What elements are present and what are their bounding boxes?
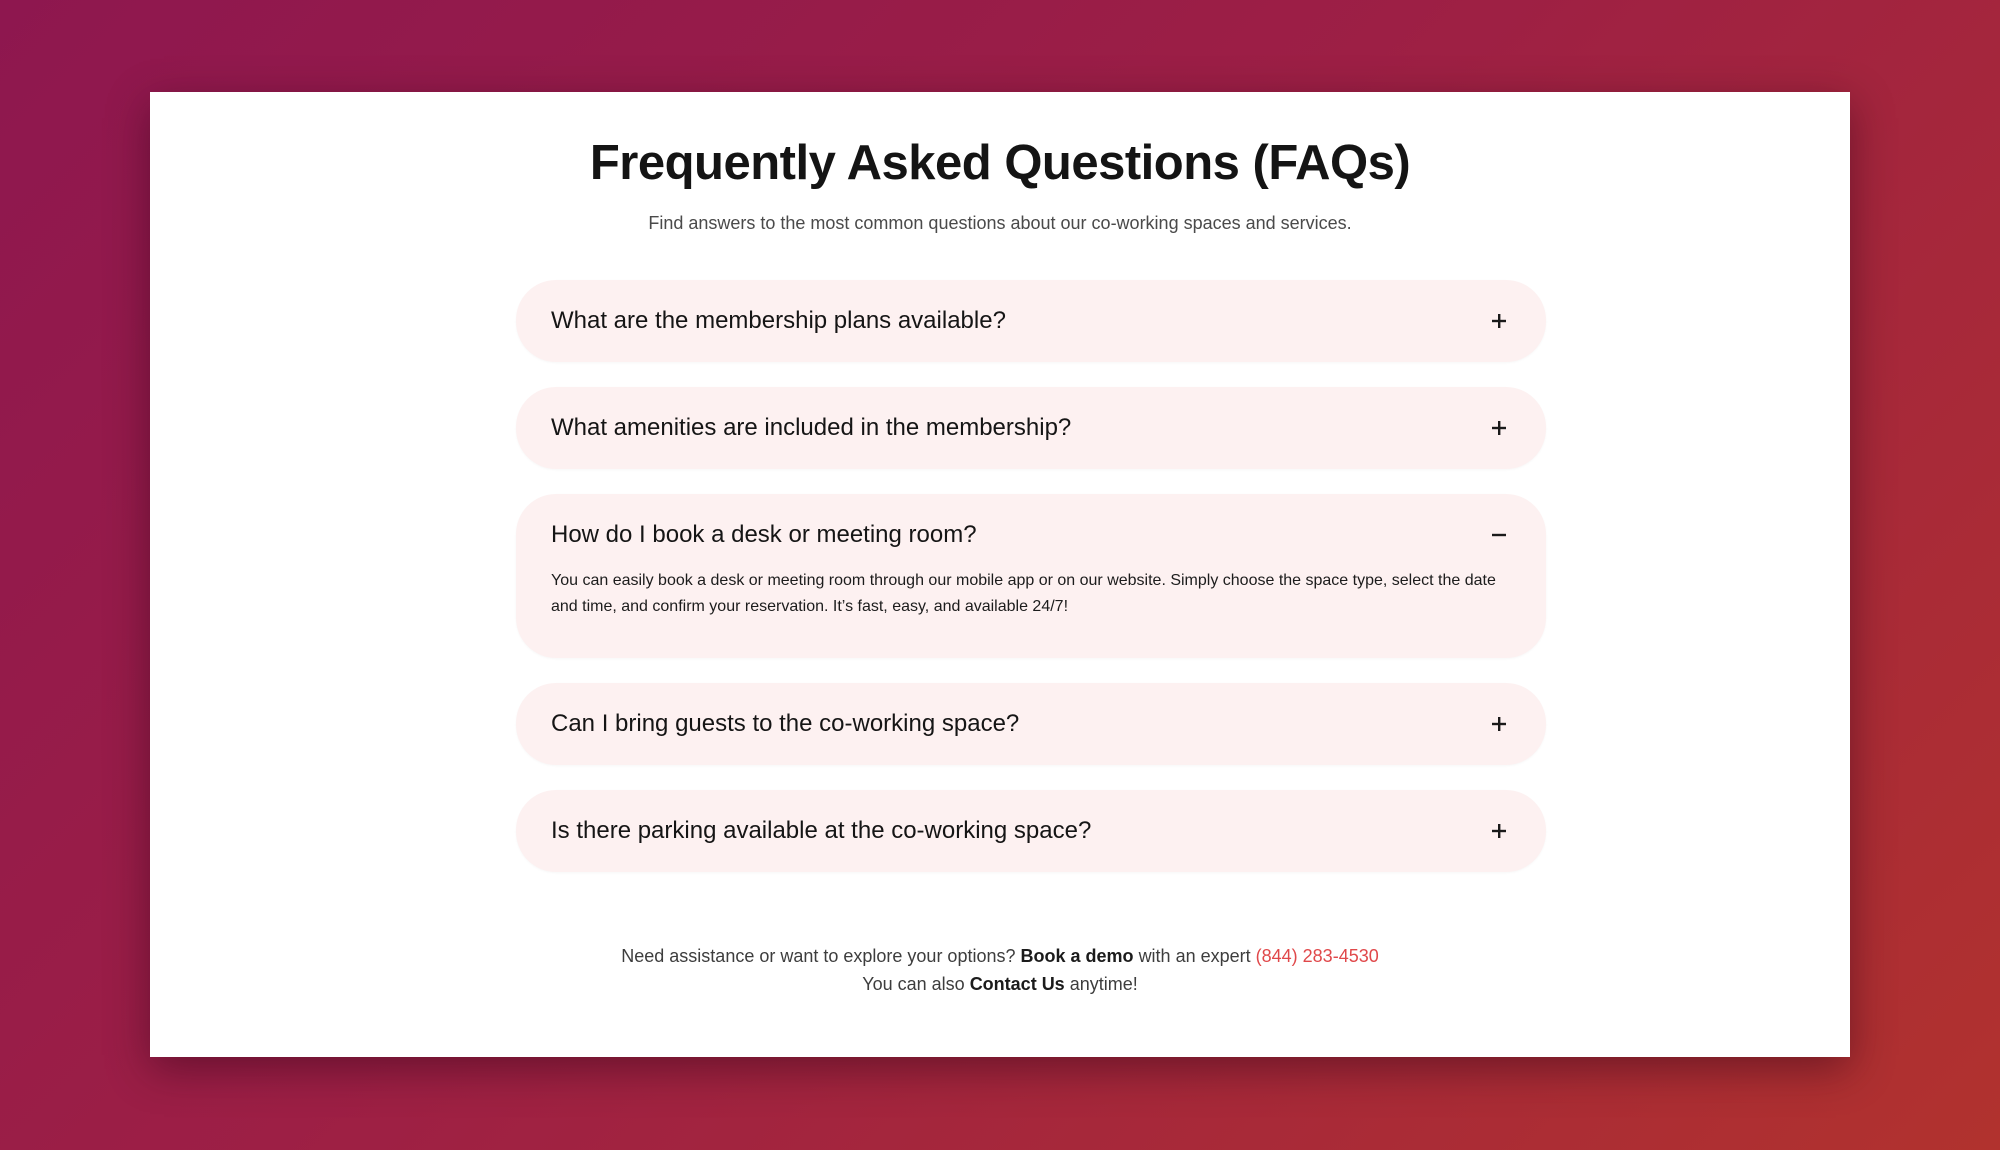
plus-icon[interactable]	[1488, 820, 1510, 842]
footer-text: You can also	[862, 974, 965, 994]
plus-icon[interactable]	[1488, 713, 1510, 735]
faq-header[interactable]	[516, 494, 1546, 576]
plus-icon[interactable]	[1488, 417, 1510, 439]
faq-answer: You can easily book a desk or meeting room through our mobile app or on our website. Simply choose the space type, select the date and time, and confirm your reservation. It’s fast, easy, and available 24/7!	[551, 572, 1496, 615]
phone-link[interactable]: (844) 283-4530	[1255, 946, 1379, 966]
footer-line-2	[150, 970, 1850, 998]
faq-question: Can I bring guests to the co-working space?	[551, 710, 1020, 737]
page-title: Frequently Asked Questions (FAQs)	[589, 136, 1411, 190]
faq-card	[150, 92, 1850, 1057]
plus-icon[interactable]	[1488, 310, 1510, 332]
faq-item-guests	[516, 683, 1546, 765]
book-demo-link[interactable]: Book a demo	[1020, 946, 1134, 966]
footer-line-1	[150, 942, 1850, 970]
faq-header[interactable]	[516, 683, 1546, 765]
faq-item-membership-plans	[516, 280, 1546, 362]
faq-item-amenities	[516, 387, 1546, 469]
footer-help	[150, 942, 1850, 998]
footer-text: Need assistance or want to explore your options?	[621, 946, 1016, 966]
footer-text: anytime!	[1069, 974, 1138, 994]
minus-icon[interactable]	[1488, 524, 1510, 546]
contact-us-link[interactable]: Contact Us	[969, 974, 1065, 994]
footer-text: with an expert	[1138, 946, 1251, 966]
faq-header[interactable]	[516, 387, 1546, 469]
faq-question: Is there parking available at the co-working space?	[551, 817, 1092, 844]
faq-question: What are the membership plans available?	[551, 307, 1006, 334]
page-subtitle: Find answers to the most common questions about our co-working spaces and services.	[648, 213, 1352, 233]
faq-item-parking	[516, 790, 1546, 872]
faq-list	[516, 280, 1546, 897]
faq-question: What amenities are included in the membership?	[551, 414, 1072, 441]
faq-item-booking	[516, 494, 1546, 658]
faq-question: How do I book a desk or meeting room?	[551, 521, 977, 548]
faq-header[interactable]	[516, 790, 1546, 872]
faq-header[interactable]	[516, 280, 1546, 362]
